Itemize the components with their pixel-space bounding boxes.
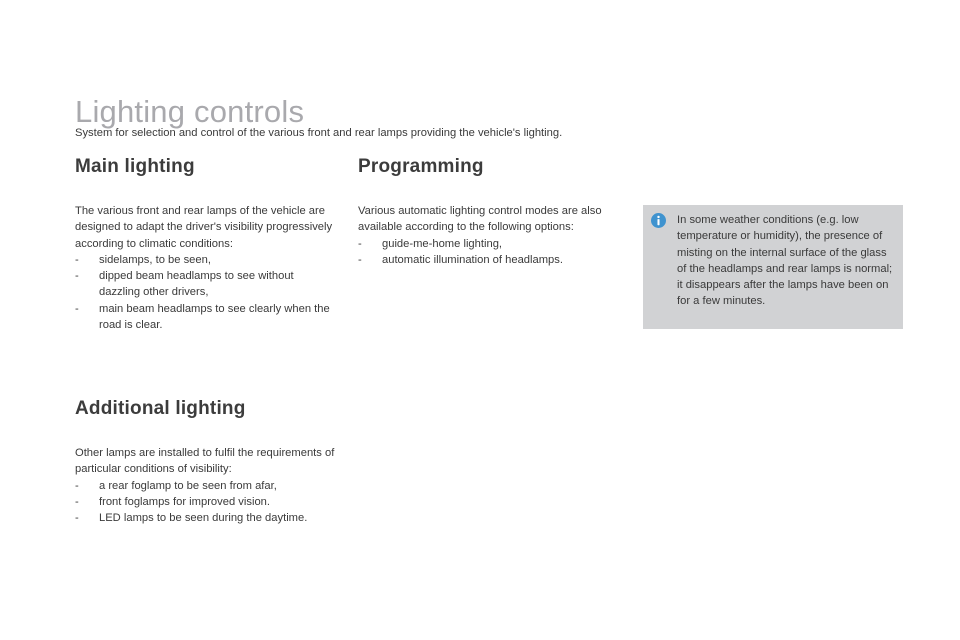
list-item [358,252,608,268]
list-item [358,236,608,252]
list-dash: - [358,237,362,250]
main-lighting-heading: Main lighting [75,156,195,177]
programming-list [358,236,608,269]
list-item [75,301,337,334]
list-item-text: LED lamps to be seen during the daytime. [99,512,308,525]
list-item-text: automatic illumination of headlamps. [382,253,563,266]
list-item-text: a rear foglamp to be seen from afar, [99,479,277,492]
main-lighting-list [75,252,337,333]
additional-lighting-list [75,478,337,527]
list-item-text: dipped beam headlamps to see without dazzling other drivers, [99,270,294,299]
main-lighting-body [75,203,337,333]
additional-lighting-body [75,445,337,526]
additional-lighting-heading: Additional lighting [75,398,246,419]
list-item [75,268,337,301]
list-item-text: front foglamps for improved vision. [99,495,270,508]
list-item-text: main beam headlamps to see clearly when the road is clear. [99,302,330,332]
info-icon [651,213,666,228]
list-dash: - [75,495,79,508]
info-note-text: In some weather conditions (e.g. low temperature or humidity), the presence of misting on the internal surface of the glass of the headlamps and rear lamps is normal; it disappears after the lamps have been on for a few minutes. [677,214,893,308]
list-item [75,252,337,268]
list-dash: - [75,253,79,266]
list-dash: - [75,512,79,525]
programming-body [358,203,608,268]
info-note-box [643,205,903,329]
list-item [75,478,337,494]
main-lighting-paragraph: The various front and rear lamps of the vehicle are designed to adapt the driver's visibility progressively according to climatic conditions: [75,205,333,250]
additional-lighting-paragraph: Other lamps are installed to fulfil the requirements of particular conditions of visibility: [75,447,335,476]
list-dash: - [75,270,79,283]
programming-heading: Programming [358,156,484,177]
page-intro: System for selection and control of the various front and rear lamps providing the vehicle's lighting. [75,127,563,139]
programming-paragraph: Various automatic lighting control modes are also available according to the following options: [358,205,602,234]
list-dash: - [75,479,79,492]
list-dash: - [75,302,79,315]
list-dash: - [358,253,362,266]
page-title: Lighting controls [75,94,305,129]
list-item [75,510,337,526]
list-item [75,494,337,510]
list-item-text: sidelamps, to be seen, [99,253,211,266]
list-item-text: guide-me-home lighting, [382,237,503,250]
